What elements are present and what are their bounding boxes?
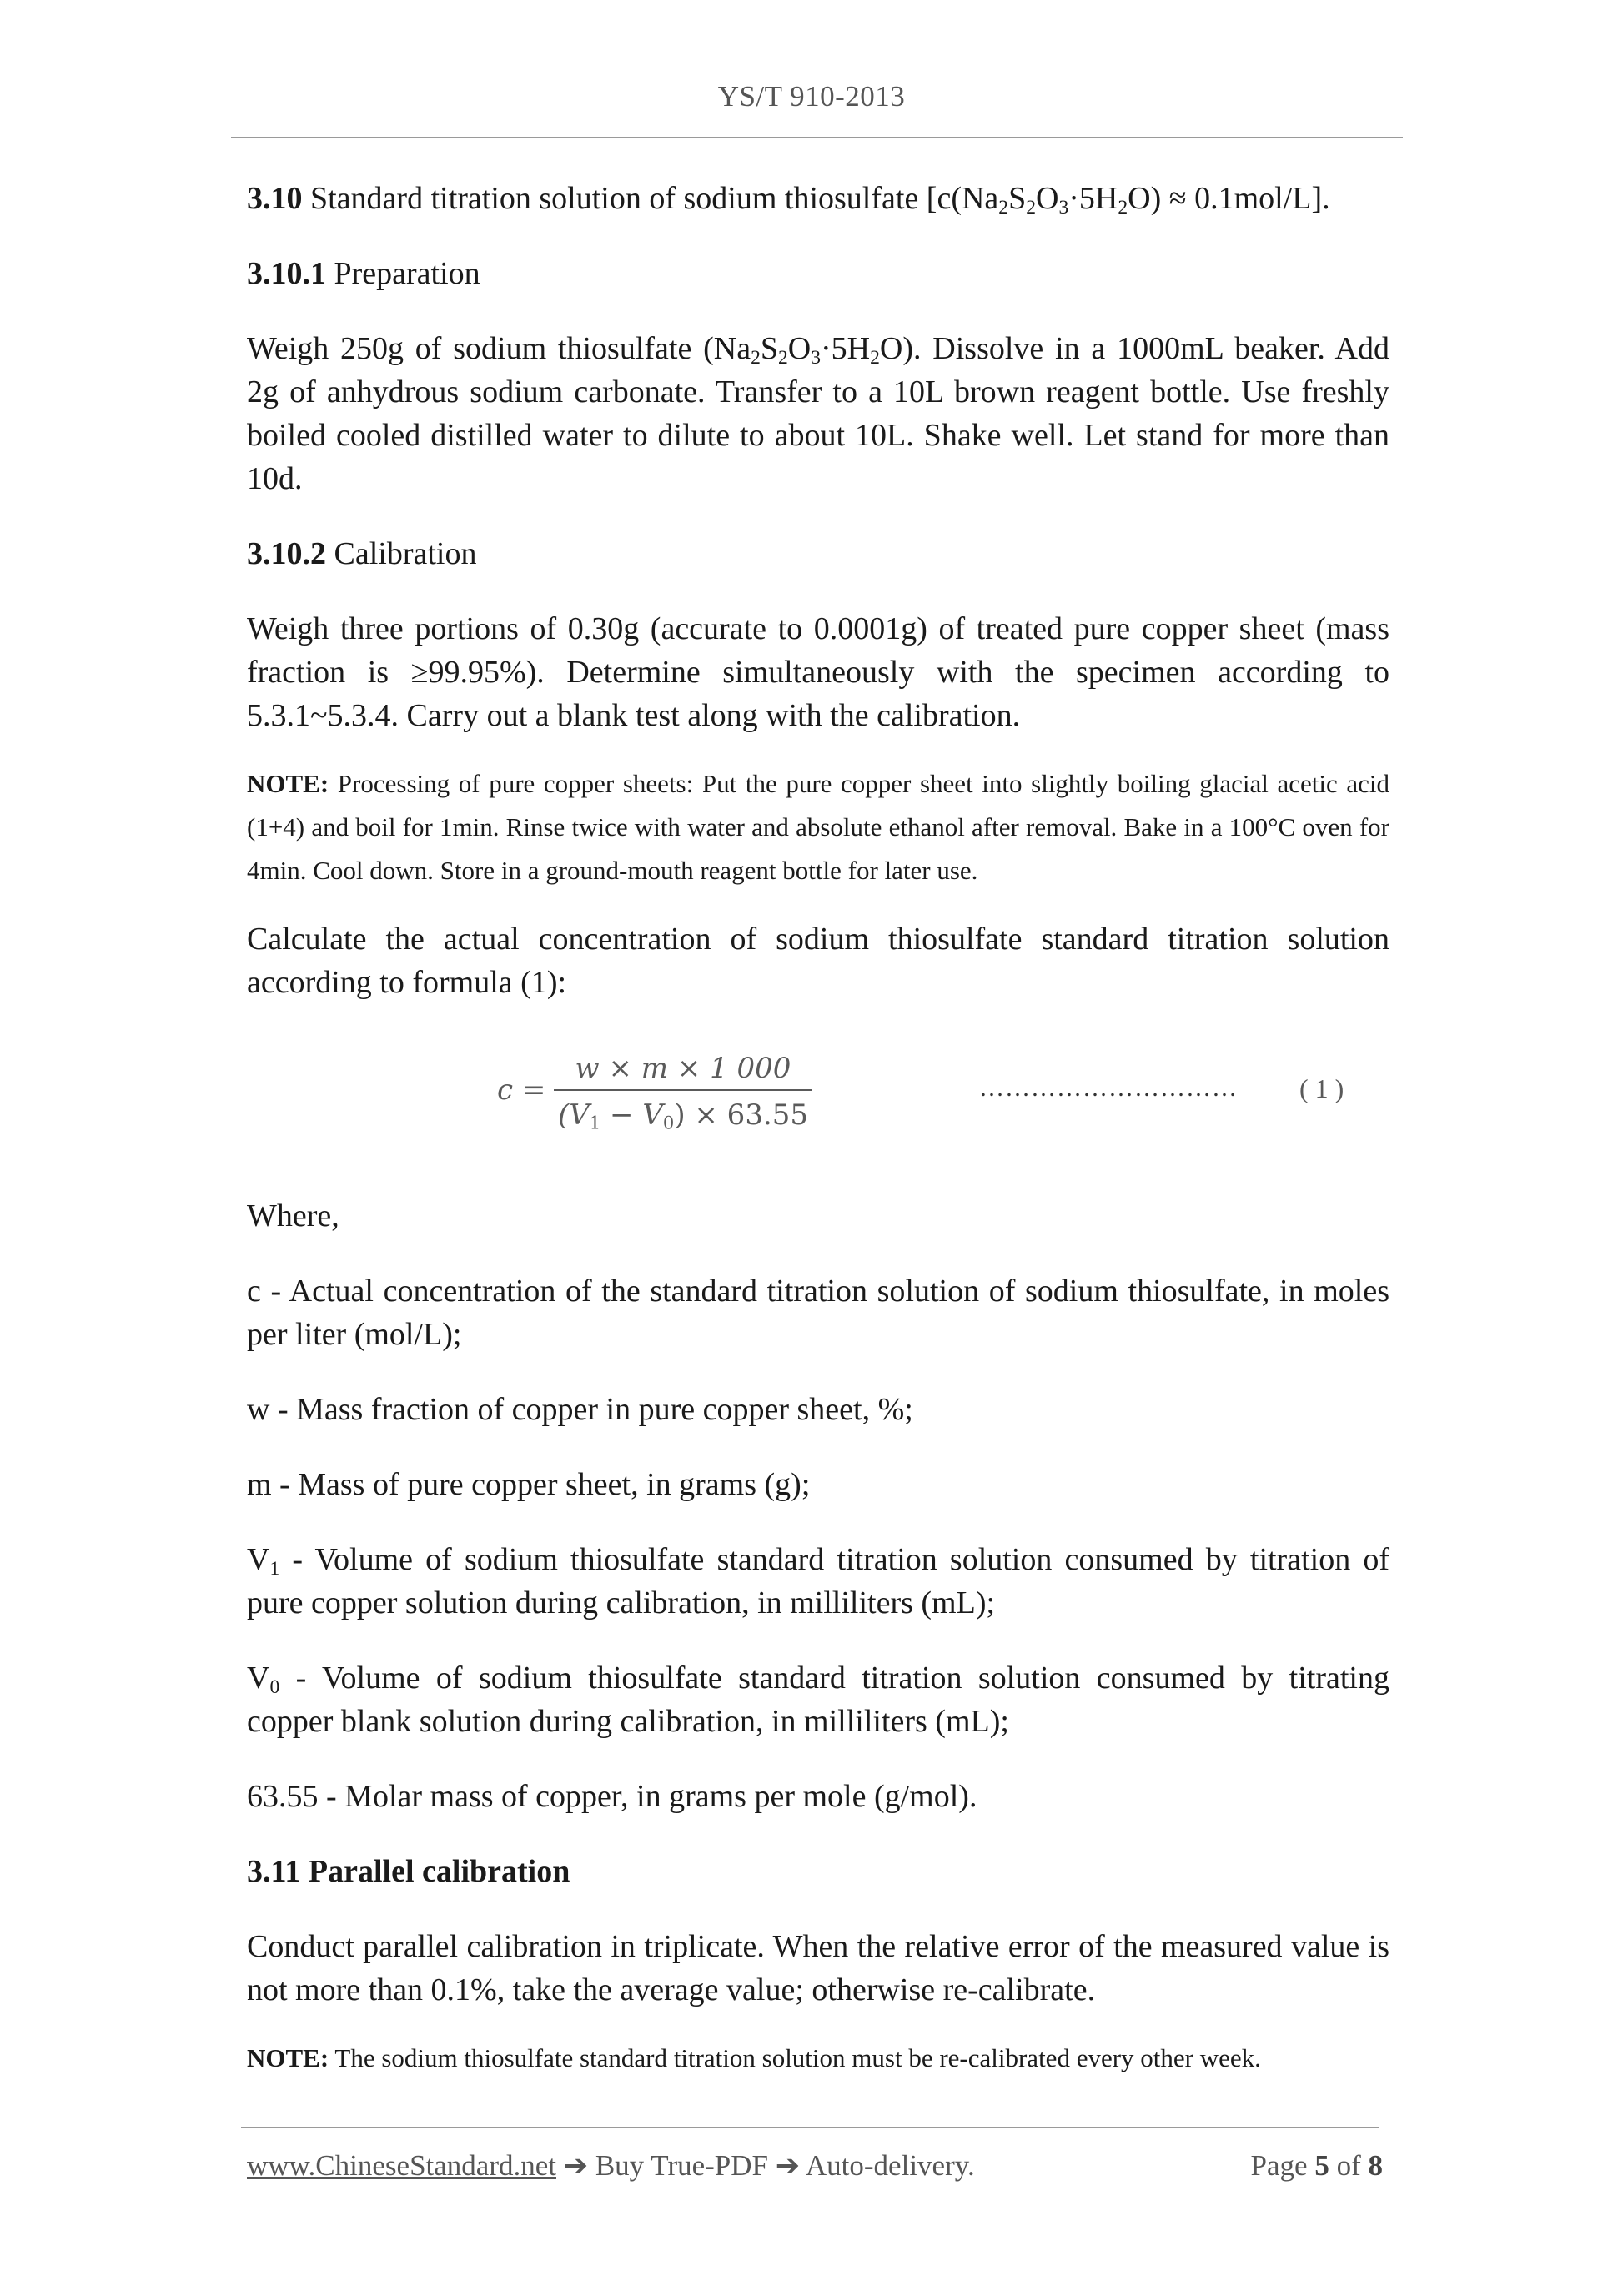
- heading-text: Preparation: [326, 256, 480, 291]
- heading-text: O: [1036, 181, 1059, 216]
- formula-lhs: c =: [497, 1073, 546, 1107]
- paragraph-text: O). Dissolve in a 1000mL beaker. Add 2g of anhydrous sodium carbonate. Transfer to a 10L brown reagent bottle. Use freshly boiled cooled distilled water to dilute to about 10L. Shake well. Let stand for more than 10d.: [247, 331, 1389, 496]
- parallel-calibration-paragraph: Conduct parallel calibration in triplicate. When the relative error of the measured value is not more than 0.1%, take the average value; otherwise re-calibrate.: [247, 1929, 1389, 2007]
- subscript: 0: [269, 1676, 280, 1698]
- note-text: The sodium thiosulfate standard titration solution must be re-calibrated every other week.: [329, 2043, 1261, 2072]
- recalibration-note: [247, 2037, 1389, 2080]
- subscript: 2: [778, 346, 788, 369]
- section-3-10-2-heading: [247, 532, 1389, 575]
- subscript: 3: [811, 346, 822, 369]
- subscript: 2: [1118, 196, 1128, 219]
- symbol: V: [247, 1660, 270, 1696]
- formula-leader-dots: …………………………: [979, 1074, 1238, 1102]
- symbol: V: [247, 1542, 270, 1577]
- subscript: 3: [1058, 196, 1069, 219]
- page-label: Page: [1250, 2149, 1315, 2182]
- note-label: NOTE:: [247, 769, 329, 798]
- section-number: 3.10.1: [247, 256, 326, 291]
- definition-molar-mass: 63.55 - Molar mass of copper, in grams per mole (g/mol).: [247, 1779, 977, 1814]
- footer-divider: [241, 2127, 1379, 2128]
- formula-fraction: [554, 1048, 812, 1136]
- paragraph-text: S: [760, 331, 779, 366]
- calculation-intro: Calculate the actual concentration of sodium thiosulfate standard titration solution according to formula (1):: [247, 922, 1389, 1000]
- heading-text: O) ≈ 0.1mol/L].: [1128, 181, 1330, 216]
- page-label: of: [1329, 2149, 1369, 2182]
- definition-text: - Volume of sodium thiosulfate standard titration solution consumed by titration of pure copper solution during calibration, in milliliters (mL);: [247, 1542, 1389, 1620]
- heading-text: Standard titration solution of sodium thiosulfate [c(Na: [302, 181, 999, 216]
- preparation-paragraph: [247, 327, 1389, 500]
- paragraph-text: ·5H: [821, 331, 871, 366]
- section-number: 3.10.2: [247, 536, 326, 571]
- definition-v0: [247, 1656, 1389, 1743]
- page-number: [1251, 2149, 1383, 2183]
- subscript: 2: [751, 346, 761, 369]
- definition-c: c - Actual concentration of the standard titration solution of sodium thiosulfate, in moles per liter (mol/L);: [247, 1274, 1389, 1352]
- paragraph-text: Weigh 250g of sodium thiosulfate (Na: [247, 331, 751, 366]
- footer-text: Auto-delivery.: [805, 2149, 975, 2182]
- formula-denominator: [554, 1094, 812, 1136]
- pure-copper-note: [247, 762, 1389, 892]
- definition-w: w - Mass fraction of copper in pure copper sheet, %;: [247, 1392, 913, 1427]
- numerator-text: w × m × 1 000: [575, 1052, 791, 1085]
- subscript: 2: [1026, 196, 1036, 219]
- current-page: 5: [1314, 2149, 1329, 2182]
- section-3-11-heading: [247, 1850, 1389, 1893]
- footer-promo: [247, 2149, 975, 2183]
- site-link[interactable]: www.ChineseStandard.net: [247, 2149, 556, 2182]
- denominator-text: ) × 63.55: [674, 1098, 809, 1132]
- heading-text: S: [1008, 181, 1027, 216]
- fraction-bar: [554, 1089, 812, 1091]
- definition-text: - Volume of sodium thiosulfate standard titration solution consumed by titrating copper blank solution during calibration, in milliliters (mL);: [247, 1660, 1389, 1739]
- arrow-icon: ➔: [556, 2149, 595, 2182]
- denominator-text: (V: [557, 1098, 590, 1132]
- total-pages: 8: [1368, 2149, 1383, 2182]
- note-text: Processing of pure copper sheets: Put the pure copper sheet into slightly boiling glacial acetic acid (1+4) and boil for 1min. Rinse twice with water and absolute ethanol after removal. Bake in a 100°C oven for 4min. Cool down. Store in a ground-mouth reagent bottle for later use.: [247, 769, 1389, 885]
- denominator-text: − V: [600, 1098, 663, 1132]
- page-header-doc-code: YS/T 910-2013: [717, 80, 906, 113]
- definition-v1: [247, 1538, 1389, 1625]
- document-body: [247, 167, 1389, 2080]
- subscript: 1: [269, 1557, 280, 1580]
- section-number: 3.10: [247, 181, 303, 216]
- heading-text: 3.11 Parallel calibration: [247, 1854, 570, 1889]
- subscript: 2: [998, 196, 1009, 219]
- section-3-10-heading: [247, 177, 1389, 220]
- subscript: 1: [589, 1112, 601, 1133]
- paragraph-text: O: [787, 331, 812, 366]
- footer-text: Buy True-PDF: [595, 2149, 768, 2182]
- calibration-paragraph: Weigh three portions of 0.30g (accurate to 0.0001g) of treated pure copper sheet (mass fraction is ≥99.95%). Determine simultaneously with the specimen according to 5.3.1~5.3.4. Carry out a blank test along with the calibration.: [247, 611, 1389, 733]
- note-label: NOTE:: [247, 2043, 329, 2072]
- formula-numerator: [554, 1048, 812, 1089]
- section-3-10-1-heading: [247, 252, 1389, 295]
- subscript: 0: [662, 1112, 675, 1133]
- definition-m: m - Mass of pure copper sheet, in grams (g);: [247, 1467, 811, 1502]
- where-label: Where,: [247, 1198, 339, 1233]
- arrow-icon: ➔: [768, 2149, 806, 2182]
- subscript: 2: [870, 346, 880, 369]
- equation-number: ( 1 ): [1299, 1073, 1344, 1103]
- heading-text: ·5H: [1068, 181, 1118, 216]
- heading-text: Calibration: [326, 536, 477, 571]
- formula-1: [247, 1048, 1389, 1141]
- header-divider: [231, 137, 1403, 138]
